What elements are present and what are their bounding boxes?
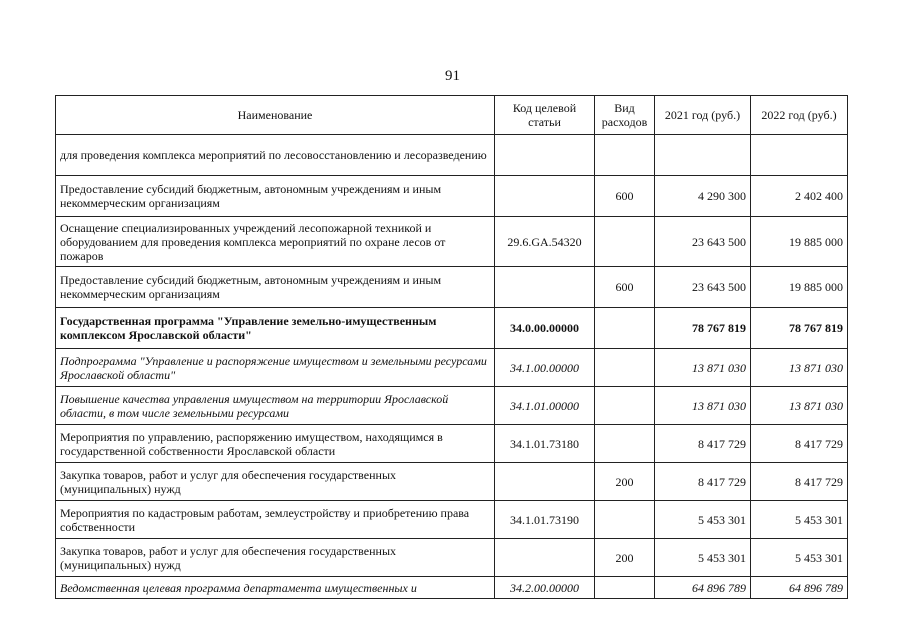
cell-expense-type: 600 [595,176,655,217]
cell-name: Ведомственная целевая программа департамента имущественных и [56,577,495,599]
cell-year-2021: 8 417 729 [655,425,751,463]
cell-code: 29.6.GA.54320 [495,217,595,267]
cell-year-2022: 5 453 301 [751,501,848,539]
header-name: Наименование [56,96,495,135]
cell-code [495,463,595,501]
cell-code [495,135,595,176]
cell-year-2022: 8 417 729 [751,425,848,463]
table-row [56,349,848,387]
cell-code: 34.2.00.00000 [495,577,595,599]
cell-code: 34.1.00.00000 [495,349,595,387]
header-code: Код целевой статьи [495,96,595,135]
cell-year-2022: 64 896 789 [751,577,848,599]
cell-code [495,267,595,308]
table-row [56,217,848,267]
header-year-2021: 2021 год (руб.) [655,96,751,135]
header-year-2022: 2022 год (руб.) [751,96,848,135]
cell-name: Мероприятия по управлению, распоряжению имуществом, находящимся в государственной собственности Ярославской области [56,425,495,463]
cell-expense-type [595,349,655,387]
table-row [56,267,848,308]
header-expense-type: Вид расходов [595,96,655,135]
table-row [56,539,848,577]
page-number: 91 [445,68,460,84]
cell-name: Подпрограмма "Управление и распоряжение имуществом и земельными ресурсами Ярославской области" [56,349,495,387]
table-row [56,308,848,349]
cell-year-2021 [655,135,751,176]
table-row [56,501,848,539]
cell-name: Мероприятия по кадастровым работам, землеустройству и приобретению права собственности [56,501,495,539]
cell-expense-type: 200 [595,463,655,501]
cell-year-2021: 23 643 500 [655,267,751,308]
cell-code: 34.1.01.73180 [495,425,595,463]
budget-table [55,95,848,599]
table-row [56,425,848,463]
cell-expense-type: 200 [595,539,655,577]
cell-year-2021: 5 453 301 [655,539,751,577]
cell-year-2022: 13 871 030 [751,349,848,387]
cell-year-2022 [751,135,848,176]
table-row [56,463,848,501]
cell-expense-type [595,135,655,176]
cell-year-2021: 13 871 030 [655,349,751,387]
cell-name: Государственная программа "Управление земельно-имущественным комплексом Ярославской области" [56,308,495,349]
cell-name: Закупка товаров, работ и услуг для обеспечения государственных (муниципальных) нужд [56,539,495,577]
cell-expense-type [595,425,655,463]
cell-year-2022: 8 417 729 [751,463,848,501]
cell-year-2021: 64 896 789 [655,577,751,599]
cell-year-2022: 78 767 819 [751,308,848,349]
table-header-row [56,96,848,135]
cell-code [495,539,595,577]
cell-name: для проведения комплекса мероприятий по лесовосстановлению и лесоразведению [56,135,495,176]
cell-code [495,176,595,217]
cell-expense-type [595,577,655,599]
table-row [56,135,848,176]
table-row [56,577,848,599]
cell-name: Закупка товаров, работ и услуг для обеспечения государственных (муниципальных) нужд [56,463,495,501]
cell-year-2021: 78 767 819 [655,308,751,349]
cell-year-2021: 23 643 500 [655,217,751,267]
cell-year-2022: 5 453 301 [751,539,848,577]
cell-year-2021: 8 417 729 [655,463,751,501]
cell-name: Предоставление субсидий бюджетным, автономным учреждениям и иным некоммерческим организациям [56,267,495,308]
table-row [56,176,848,217]
cell-code: 34.0.00.00000 [495,308,595,349]
cell-name: Повышение качества управления имуществом на территории Ярославской области, в том числе земельными ресурсами [56,387,495,425]
cell-name: Оснащение специализированных учреждений лесопожарной техникой и оборудованием для проведения комплекса мероприятий по охране лесов от пожаров [56,217,495,267]
cell-name: Предоставление субсидий бюджетным, автономным учреждениям и иным некоммерческим организациям [56,176,495,217]
cell-expense-type: 600 [595,267,655,308]
table-row [56,387,848,425]
cell-expense-type [595,501,655,539]
cell-year-2021: 13 871 030 [655,387,751,425]
cell-expense-type [595,308,655,349]
cell-code: 34.1.01.00000 [495,387,595,425]
cell-year-2022: 2 402 400 [751,176,848,217]
cell-year-2021: 5 453 301 [655,501,751,539]
cell-year-2022: 19 885 000 [751,217,848,267]
cell-year-2022: 19 885 000 [751,267,848,308]
cell-expense-type [595,217,655,267]
cell-year-2022: 13 871 030 [751,387,848,425]
cell-code: 34.1.01.73190 [495,501,595,539]
cell-year-2021: 4 290 300 [655,176,751,217]
cell-expense-type [595,387,655,425]
